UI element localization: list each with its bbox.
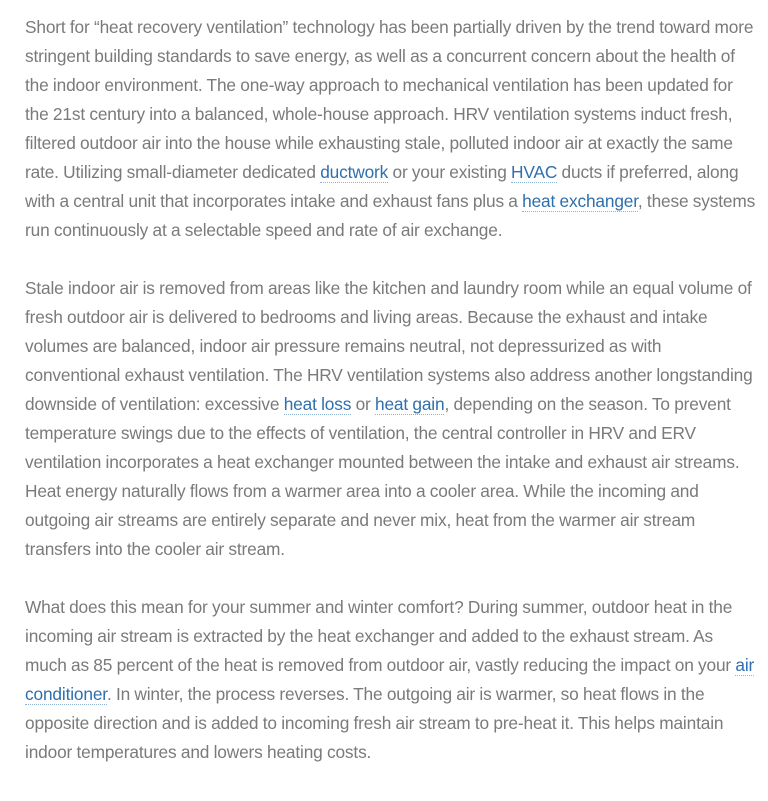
paragraph-text: or bbox=[351, 394, 375, 414]
heat-gain-link[interactable]: heat gain bbox=[375, 394, 445, 414]
paragraph bbox=[25, 13, 756, 245]
paragraph-text: . In winter, the process reverses. The outgoing air is warmer, so heat flows in the opposite direction and is added to incoming fresh air stream to pre-heat it. This helps maintain indoor temperatures and lowers heating costs. bbox=[25, 684, 724, 762]
hvac-link[interactable]: HVAC bbox=[511, 162, 558, 182]
heat-exchanger-link[interactable]: heat exchanger bbox=[522, 191, 638, 211]
paragraph-text: What does this mean for your summer and winter comfort? During summer, outdoor heat in the incoming air stream is extracted by the heat exchanger and added to the exhaust stream. As much as 85 percent of the heat is removed from outdoor air, vastly reducing the impact on your bbox=[25, 597, 736, 675]
paragraph-text: ducts if preferred, along with a central unit that incorporates intake and exhaust fans plus a bbox=[25, 162, 739, 211]
paragraph-text: Short for “heat recovery ventilation” technology has been partially driven by the trend toward more stringent building standards to save energy, as well as a concurrent concern about the health of the indoor environment. The one-way approach to mechanical ventilation has been updated for the 21st century into a balanced, whole-house approach. HRV ventilation systems induct fresh, filtered outdoor air into the house while exhausting stale, polluted indoor air at exactly the same rate. Utilizing small-diameter dedicated bbox=[25, 17, 754, 182]
paragraph-text: , these systems run continuously at a selectable speed and rate of air exchange. bbox=[25, 191, 756, 240]
paragraph-text: , depending on the season. To prevent temperature swings due to the effects of ventilation, the central controller in HRV and ERV ventilation incorporates a heat exchanger mounted between the intake and exhaust air streams. Heat energy naturally flows from a warmer area into a cooler area. While the incoming and outgoing air streams are entirely separate and never mix, heat from the warmer air stream transfers into the cooler air stream. bbox=[25, 394, 740, 559]
paragraph-text: or your existing bbox=[388, 162, 512, 182]
paragraph bbox=[25, 274, 756, 564]
paragraph-text: Stale indoor air is removed from areas like the kitchen and laundry room while an equal volume of fresh outdoor air is delivered to bedrooms and living areas. Because the exhaust and intake volumes are balanced, indoor air pressure remains neutral, not depressurized as with conventional exhaust ventilation. The HRV ventilation systems also address another longstanding downside of ventilation: excessive bbox=[25, 278, 753, 414]
air-conditioner-link[interactable]: air conditioner bbox=[25, 655, 755, 704]
paragraph bbox=[25, 593, 756, 767]
ductwork-link[interactable]: ductwork bbox=[320, 162, 389, 182]
heat-loss-link[interactable]: heat loss bbox=[283, 394, 352, 414]
